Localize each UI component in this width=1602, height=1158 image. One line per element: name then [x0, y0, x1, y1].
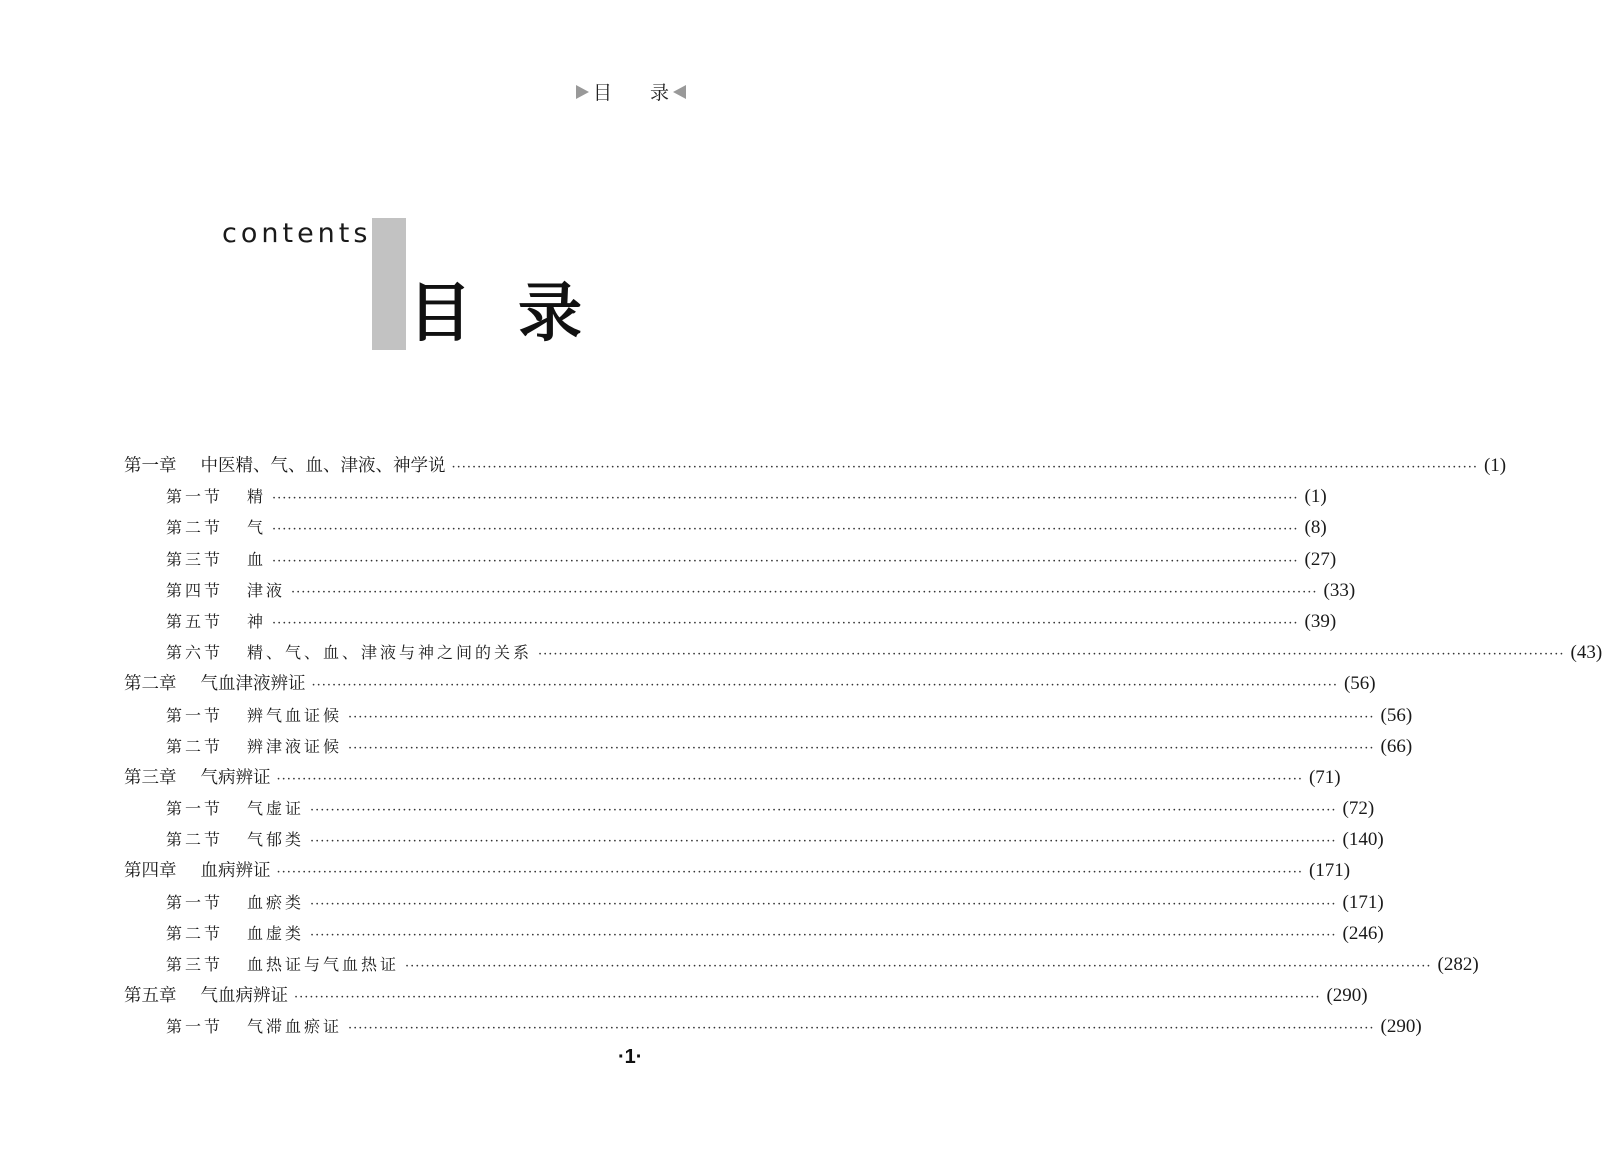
toc-chapter-entry[interactable]	[124, 980, 1368, 1011]
running-header-text: 目 录	[593, 82, 686, 104]
toc-entry-label	[166, 824, 310, 855]
toc-page-number: (39)	[1304, 610, 1337, 632]
toc-leader-dots: ········································································································································································································	[310, 803, 1337, 819]
toc-leader-dots: ········································································································································································································	[310, 927, 1337, 943]
toc-entry-label	[124, 763, 277, 794]
toc-page-number: (71)	[1308, 766, 1341, 788]
toc-leader-dots: ········································································································································································································	[348, 1021, 1375, 1037]
toc-leader-dots: ········································································································································································································	[405, 959, 1432, 974]
toc-entry-label	[124, 451, 452, 482]
toc-leader-dots: ········································································································································································································	[291, 584, 1318, 600]
toc-page-number: (33)	[1323, 579, 1356, 601]
toc-leader-dots: ········································································································································································································	[310, 896, 1337, 912]
toc-section-entry[interactable]	[124, 887, 1384, 918]
toc-leader-dots: ········································································································································································································	[276, 771, 1303, 787]
toc-entry-number: 第一章	[124, 456, 177, 476]
toc-entry-number: 第二节	[166, 518, 224, 538]
toc-page-number: (290)	[1380, 1016, 1422, 1038]
toc-entry-title: 气病辨证	[200, 767, 271, 788]
toc-page-number: (140)	[1342, 829, 1384, 851]
toc-section-entry[interactable]	[124, 793, 1375, 824]
toc-entry-number: 第二节	[166, 923, 224, 943]
toc-entry-label	[166, 575, 291, 606]
toc-section-entry[interactable]	[124, 512, 1327, 543]
toc-entry-title: 血	[247, 549, 267, 569]
toc-entry-label	[166, 481, 272, 512]
toc-entry-number: 第二章	[124, 674, 177, 695]
toc-entry-number: 第三节	[166, 549, 224, 569]
toc-section-entry[interactable]	[124, 949, 1479, 980]
toc-leader-dots: ········································································································································································································	[348, 709, 1375, 725]
toc-entry-title: 血病辨证	[200, 861, 271, 882]
toc-entry-title: 中医精、气、血、津液、神学说	[200, 456, 446, 476]
toc-entry-number: 第六节	[166, 643, 224, 663]
toc-entry-title: 血虚类	[247, 923, 305, 943]
toc-entry-label	[124, 669, 312, 700]
toc-entry-title: 气虚证	[247, 799, 305, 819]
toc-page-number: (1)	[1483, 455, 1507, 476]
title-accent-bar	[372, 218, 406, 350]
toc-entry-title: 血热证与气血热证	[247, 955, 400, 974]
triangle-right-icon	[576, 85, 589, 99]
toc-leader-dots: ········································································································································································································	[272, 615, 1299, 631]
toc-entry-label	[166, 918, 310, 949]
running-header	[576, 78, 686, 105]
toc-page-number: (56)	[1380, 704, 1413, 726]
toc-page-number: (246)	[1342, 922, 1384, 944]
toc-leader-dots: ········································································································································································································	[538, 647, 1565, 663]
toc-entry-title: 气郁类	[247, 830, 305, 850]
toc-page-number: (290)	[1326, 985, 1368, 1007]
toc-entry-number: 第一节	[166, 487, 224, 507]
toc-leader-dots: ········································································································································································································	[294, 990, 1321, 1006]
toc-entry-title: 气滞血瘀证	[247, 1017, 343, 1037]
toc-page-number: (56)	[1343, 673, 1376, 695]
toc-entry-title: 气	[247, 518, 267, 538]
toc-entry-label	[124, 981, 294, 1012]
toc-entry-title: 气血津液辨证	[200, 674, 306, 695]
toc-entry-title: 精	[247, 487, 267, 507]
toc-leader-dots: ········································································································································································································	[272, 522, 1299, 538]
contents-title-zh: 目录	[408, 277, 628, 351]
toc-page-number: (43)	[1570, 642, 1602, 664]
toc-entry-label	[166, 637, 538, 668]
toc-page-number: (282)	[1437, 954, 1479, 975]
toc-entry-label	[124, 856, 277, 887]
toc-entry-label	[166, 793, 310, 824]
toc-entry-label	[166, 1011, 348, 1042]
toc-section-entry[interactable]	[124, 637, 1602, 668]
toc-page-number: (27)	[1304, 548, 1337, 570]
toc-page-number: (8)	[1304, 517, 1327, 539]
toc-page-number: (66)	[1380, 735, 1413, 757]
toc-section-entry[interactable]	[124, 700, 1413, 731]
page-number: ·1·	[618, 1046, 643, 1068]
toc-section-entry[interactable]	[124, 918, 1384, 949]
contents-title-en: contents	[222, 218, 372, 249]
toc-page-number: (72)	[1342, 798, 1375, 820]
toc-page-number: (171)	[1308, 860, 1351, 882]
toc-section-entry[interactable]	[124, 606, 1337, 637]
toc-leader-dots: ········································································································································································································	[311, 678, 1338, 694]
toc-section-entry[interactable]	[124, 731, 1413, 762]
toc-entry-number: 第一节	[166, 892, 224, 912]
toc-page-number: (1)	[1304, 486, 1327, 508]
toc-entry-title: 辨气血证候	[247, 705, 343, 725]
toc-entry-title: 津液	[247, 580, 286, 600]
toc-section-entry[interactable]	[124, 575, 1356, 606]
toc-section-entry[interactable]	[124, 481, 1327, 512]
toc-entry-number: 第四章	[124, 861, 177, 882]
toc-leader-dots: ········································································································································································································	[272, 491, 1299, 507]
toc-entry-number: 第三节	[166, 955, 224, 974]
toc-entry-number: 第五章	[124, 986, 177, 1007]
toc-chapter-entry[interactable]	[124, 450, 1507, 481]
toc-chapter-entry[interactable]	[124, 762, 1341, 793]
toc-entry-number: 第三章	[124, 767, 177, 788]
toc-chapter-entry[interactable]	[124, 668, 1376, 699]
toc-entry-title: 气血病辨证	[200, 986, 288, 1007]
toc-section-entry[interactable]	[124, 1011, 1422, 1042]
toc-page-number: (171)	[1342, 891, 1384, 913]
toc-entry-label	[166, 731, 348, 762]
toc-entry-title: 精、气、血、津液与神之间的关系	[247, 643, 533, 663]
toc-entry-label	[166, 949, 405, 980]
table-of-contents	[124, 450, 1602, 1043]
toc-entry-number: 第一节	[166, 799, 224, 819]
toc-section-entry[interactable]	[124, 824, 1384, 855]
toc-entry-title: 辨津液证候	[247, 736, 343, 756]
toc-leader-dots: ········································································································································································································	[276, 865, 1303, 881]
toc-entry-label	[166, 606, 272, 637]
toc-leader-dots: ········································································································································································································	[451, 460, 1478, 475]
toc-chapter-entry[interactable]	[124, 855, 1351, 886]
toc-leader-dots: ········································································································································································································	[310, 834, 1337, 850]
toc-entry-title: 血瘀类	[247, 892, 305, 912]
toc-entry-number: 第四节	[166, 580, 224, 600]
toc-entry-label	[166, 887, 310, 918]
toc-entry-number: 第五节	[166, 611, 224, 631]
toc-entry-label	[166, 512, 272, 543]
toc-section-entry[interactable]	[124, 544, 1337, 575]
triangle-left-icon	[673, 85, 686, 99]
toc-entry-number: 第二节	[166, 830, 224, 850]
toc-entry-number: 第一节	[166, 705, 224, 725]
toc-entry-label	[166, 700, 348, 731]
toc-entry-number: 第一节	[166, 1017, 224, 1037]
toc-entry-label	[166, 544, 272, 575]
toc-entry-title: 神	[247, 611, 267, 631]
toc-leader-dots: ········································································································································································································	[348, 740, 1375, 756]
toc-leader-dots: ········································································································································································································	[272, 553, 1299, 569]
toc-entry-number: 第二节	[166, 736, 224, 756]
